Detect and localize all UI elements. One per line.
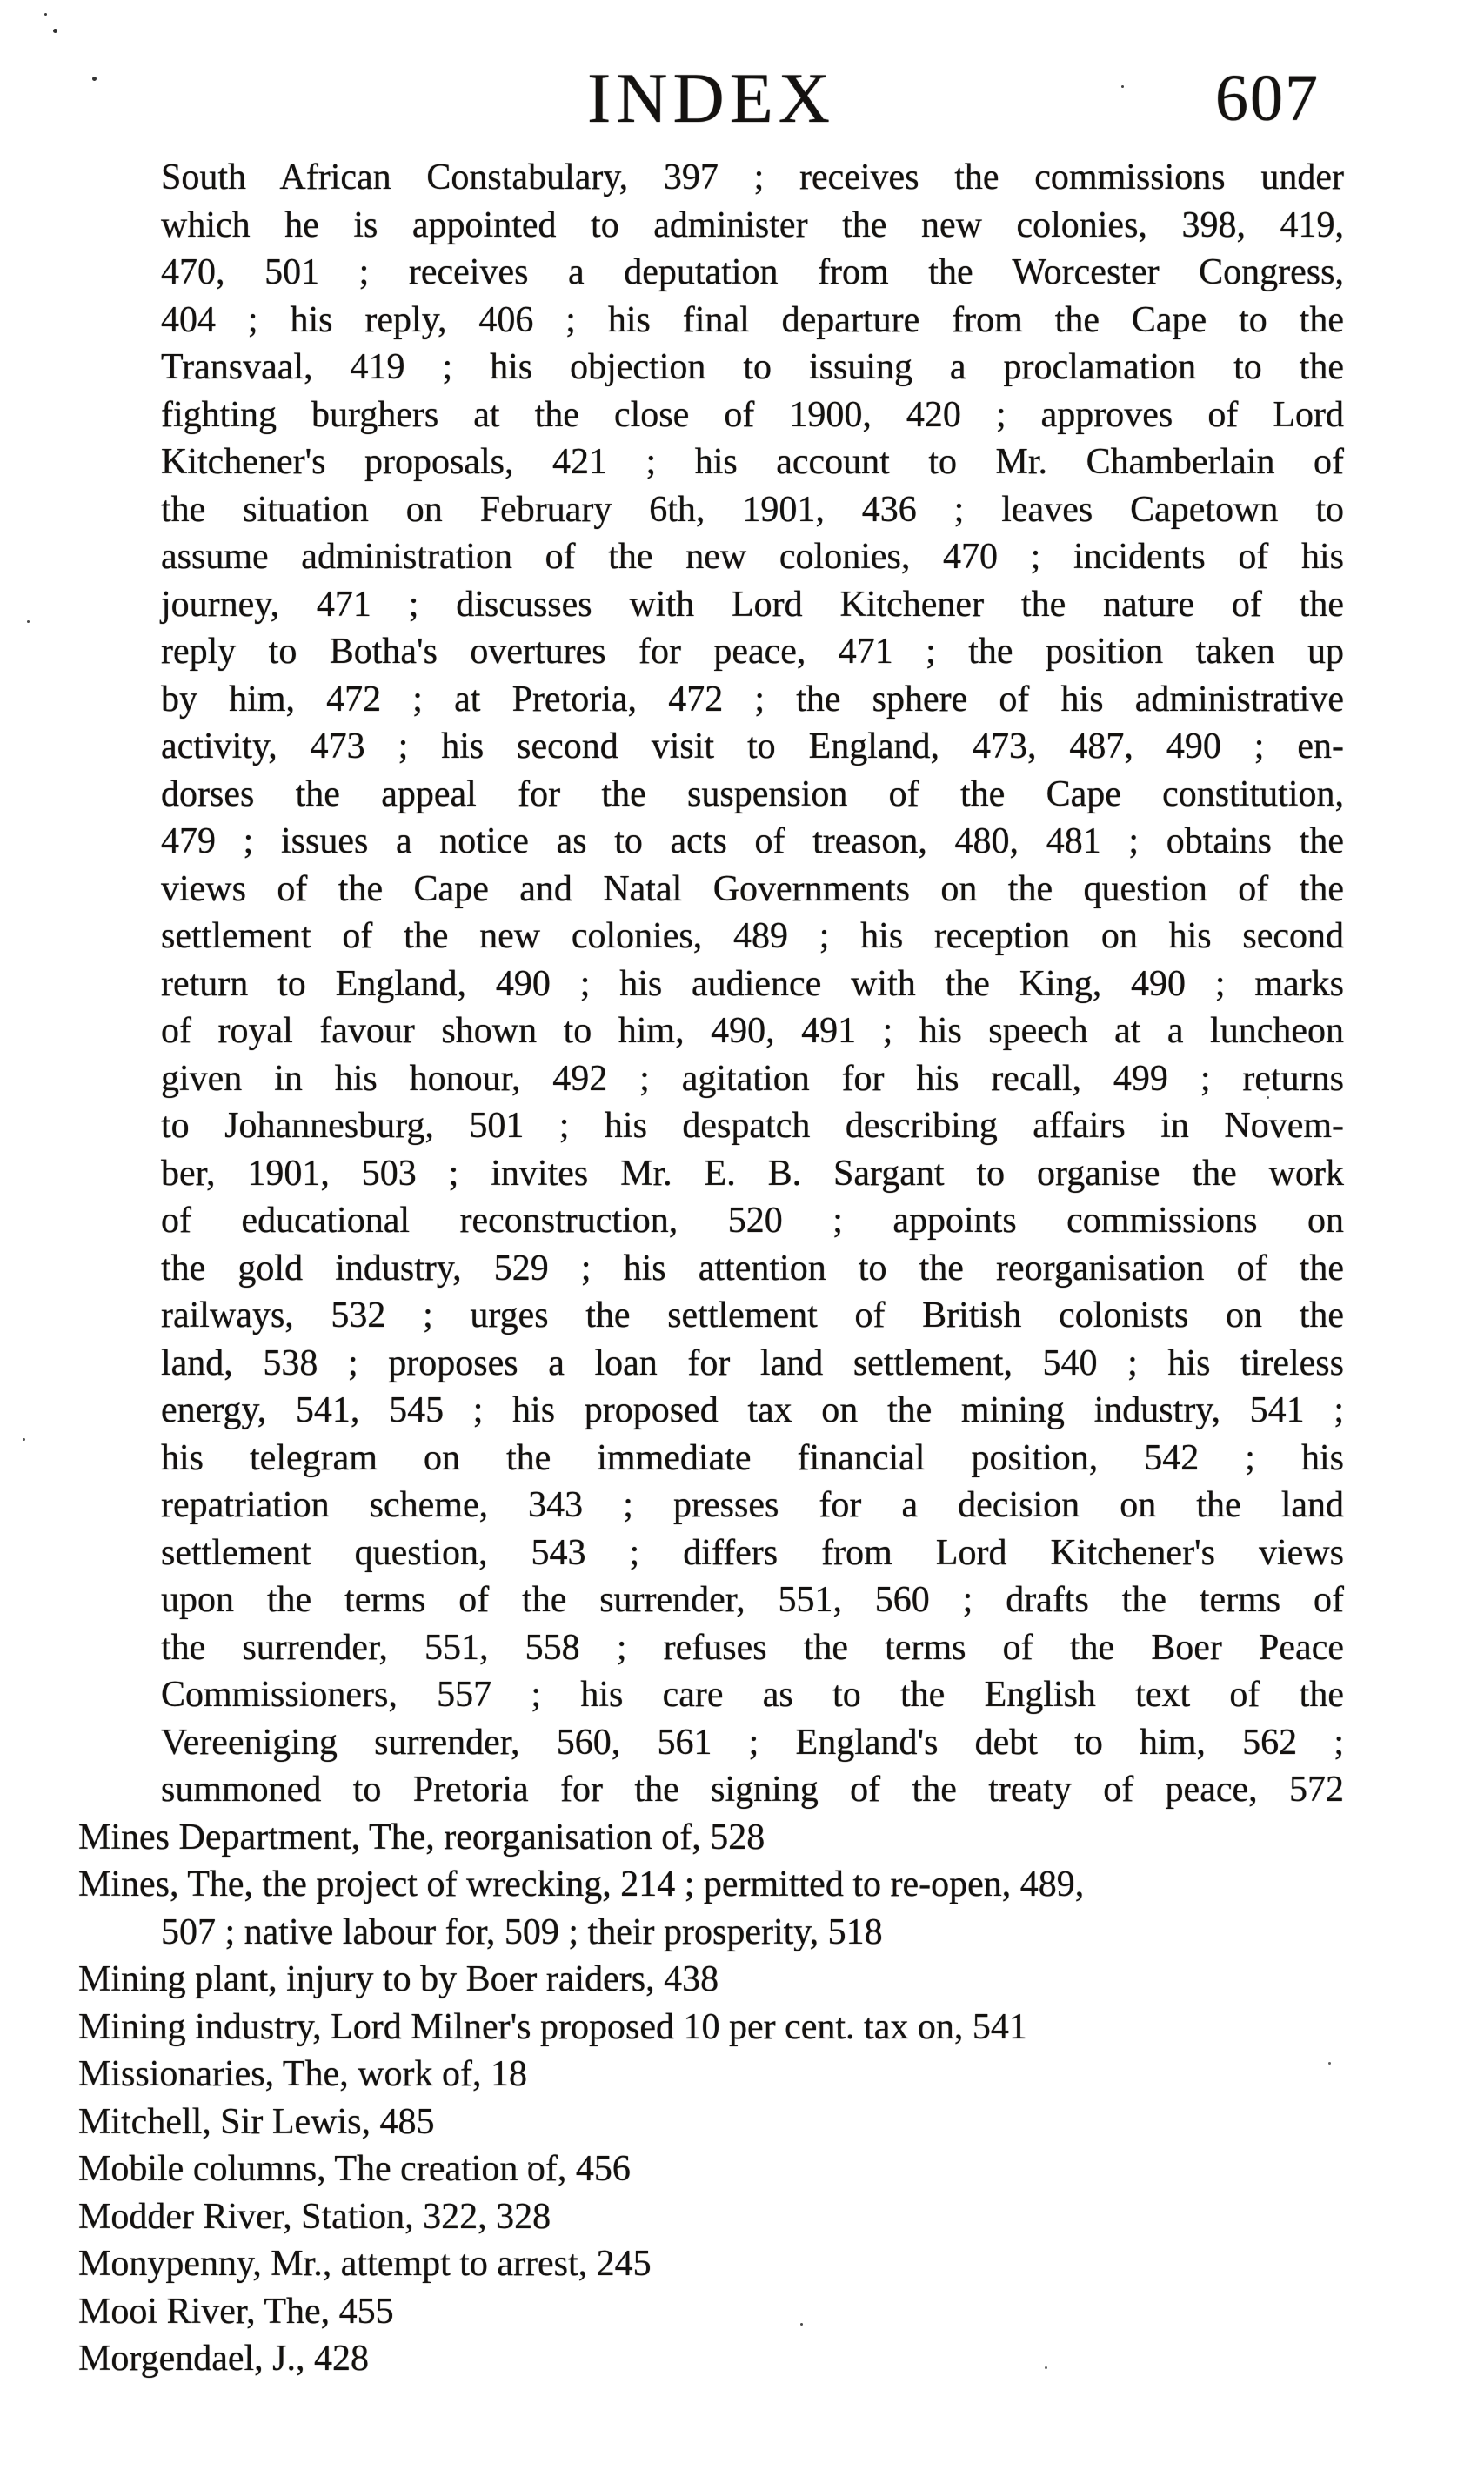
index-entry-line: Missionaries, The, work of, 18 (78, 2054, 527, 2094)
running-title: INDEX (586, 58, 836, 137)
index-entry-line: Mining plant, injury to by Boer raiders, 438 (78, 1959, 719, 1999)
index-continued-entry (161, 154, 1344, 1814)
index-continued-entry-line: the situation on February 6th, 1901, 436 ; leaves Capetown to (161, 489, 1344, 530)
index-continued-entry-line: Commissioners, 557 ; his care as to the English text of the (161, 1675, 1344, 1715)
index-continued-entry-line: upon the terms of the surrender, 551, 560 ; drafts the terms of (161, 1580, 1344, 1620)
index-continued-entry-line: given in his honour, 492 ; agitation for his recall, 499 ; returns (161, 1058, 1344, 1099)
index-entry-line: Mines, The, the project of wrecking, 214 ; permitted to re-open, 489, (78, 1864, 1085, 1904)
index-continued-entry-line: return to England, 490 ; his audience with the King, 490 ; marks (161, 963, 1344, 1004)
page-header (78, 50, 1344, 146)
index-continued-entry-line: fighting burghers at the close of 1900, 420 ; approves of Lord (161, 394, 1344, 435)
index-continued-entry-line: settlement of the new colonies, 489 ; his reception on his second (161, 916, 1344, 956)
index-continued-entry-line: South African Constabulary, 397 ; receives the commissions under (161, 157, 1344, 197)
index-continued-entry-line: assume administration of the new colonies, 470 ; incidents of his (161, 537, 1344, 577)
index-continued-entry-line: Transvaal, 419 ; his objection to issuing a proclamation to the (161, 347, 1344, 387)
index-entry-line: Mooi River, The, 455 (78, 2291, 394, 2332)
index-continued-entry-line: railways, 532 ; urges the settlement of British colonists on the (161, 1295, 1344, 1335)
index-continued-entry-line: to Johannesburg, 501 ; his despatch describing affairs in Novem- (161, 1106, 1344, 1146)
index-continued-entry-line: Kitchener's proposals, 421 ; his account to Mr. Chamberlain of (161, 442, 1344, 482)
index-continued-entry-line: repatriation scheme, 343 ; presses for a decision on the land (161, 1485, 1344, 1525)
index-continued-entry-line: summoned to Pretoria for the signing of the treaty of peace, 572 (161, 1770, 1344, 1810)
index-entry-line: Morgendael, J., 428 (78, 2339, 370, 2379)
index-text-block (78, 154, 1344, 2383)
index-entry-line: Modder River, Station, 322, 328 (78, 2196, 551, 2237)
index-entry-line: Mines Department, The, reorganisation of, 528 (78, 1817, 765, 1858)
index-continued-entry-line: of educational reconstruction, 520 ; appoints commissions on (161, 1201, 1344, 1241)
index-continued-entry-line: Vereeniging surrender, 560, 561 ; England's debt to him, 562 ; (161, 1722, 1344, 1763)
index-continued-entry-line: 404 ; his reply, 406 ; his final departure from the Cape to the (161, 299, 1344, 340)
index-continued-entry-line: 470, 501 ; receives a deputation from the Worcester Congress, (161, 252, 1344, 292)
index-continued-entry-line: activity, 473 ; his second visit to England, 473, 487, 490 ; en- (161, 726, 1344, 766)
page-number: 607 (1215, 62, 1320, 135)
index-entries (78, 1814, 1344, 2383)
index-continued-entry-line: energy, 541, 545 ; his proposed tax on the mining industry, 541 ; (161, 1390, 1344, 1430)
index-continued-entry-line: views of the Cape and Natal Governments on the question of the (161, 868, 1344, 909)
index-entry-line: Monypenny, Mr., attempt to arrest, 245 (78, 2244, 652, 2284)
index-continued-entry-line: settlement question, 543 ; differs from Lord Kitchener's views (161, 1532, 1344, 1573)
scan-speck-dots (44, 13, 47, 16)
index-continued-entry-line: dorses the appeal for the suspension of the Cape constitution, (161, 773, 1344, 814)
index-continued-entry-line: by him, 472 ; at Pretoria, 472 ; the sphere of his administrative (161, 679, 1344, 720)
index-continued-entry-line: which he is appointed to administer the new colonies, 398, 419, (161, 204, 1344, 245)
index-continued-entry-line: reply to Botha's overtures for peace, 471 ; the position taken up (161, 632, 1344, 672)
index-continued-entry-line: of royal favour shown to him, 490, 491 ; his speech at a luncheon (161, 1011, 1344, 1051)
index-continued-entry-line: 479 ; issues a notice as to acts of treason, 480, 481 ; obtains the (161, 821, 1344, 861)
index-entry-line: 507 ; native labour for, 509 ; their prosperity, 518 (161, 1911, 883, 1952)
index-continued-entry-line: ber, 1901, 503 ; invites Mr. E. B. Sargant to organise the work (161, 1153, 1344, 1194)
index-continued-entry-line: his telegram on the immediate financial position, 542 ; his (161, 1437, 1344, 1478)
index-entry-line: Mining industry, Lord Milner's proposed 10 per cent. tax on, 541 (78, 2006, 1027, 2047)
index-continued-entry-line: journey, 471 ; discusses with Lord Kitchener the nature of the (161, 584, 1344, 625)
index-continued-entry-line: the gold industry, 529 ; his attention to the reorganisation of the (161, 1248, 1344, 1289)
index-entry-line: Mitchell, Sir Lewis, 485 (78, 2101, 435, 2142)
index-continued-entry-line: land, 538 ; proposes a loan for land settlement, 540 ; his tireless (161, 1342, 1344, 1383)
index-continued-entry-line: the surrender, 551, 558 ; refuses the terms of the Boer Peace (161, 1627, 1344, 1668)
index-entry-line: Mobile columns, The creation of, 456 (78, 2149, 631, 2189)
